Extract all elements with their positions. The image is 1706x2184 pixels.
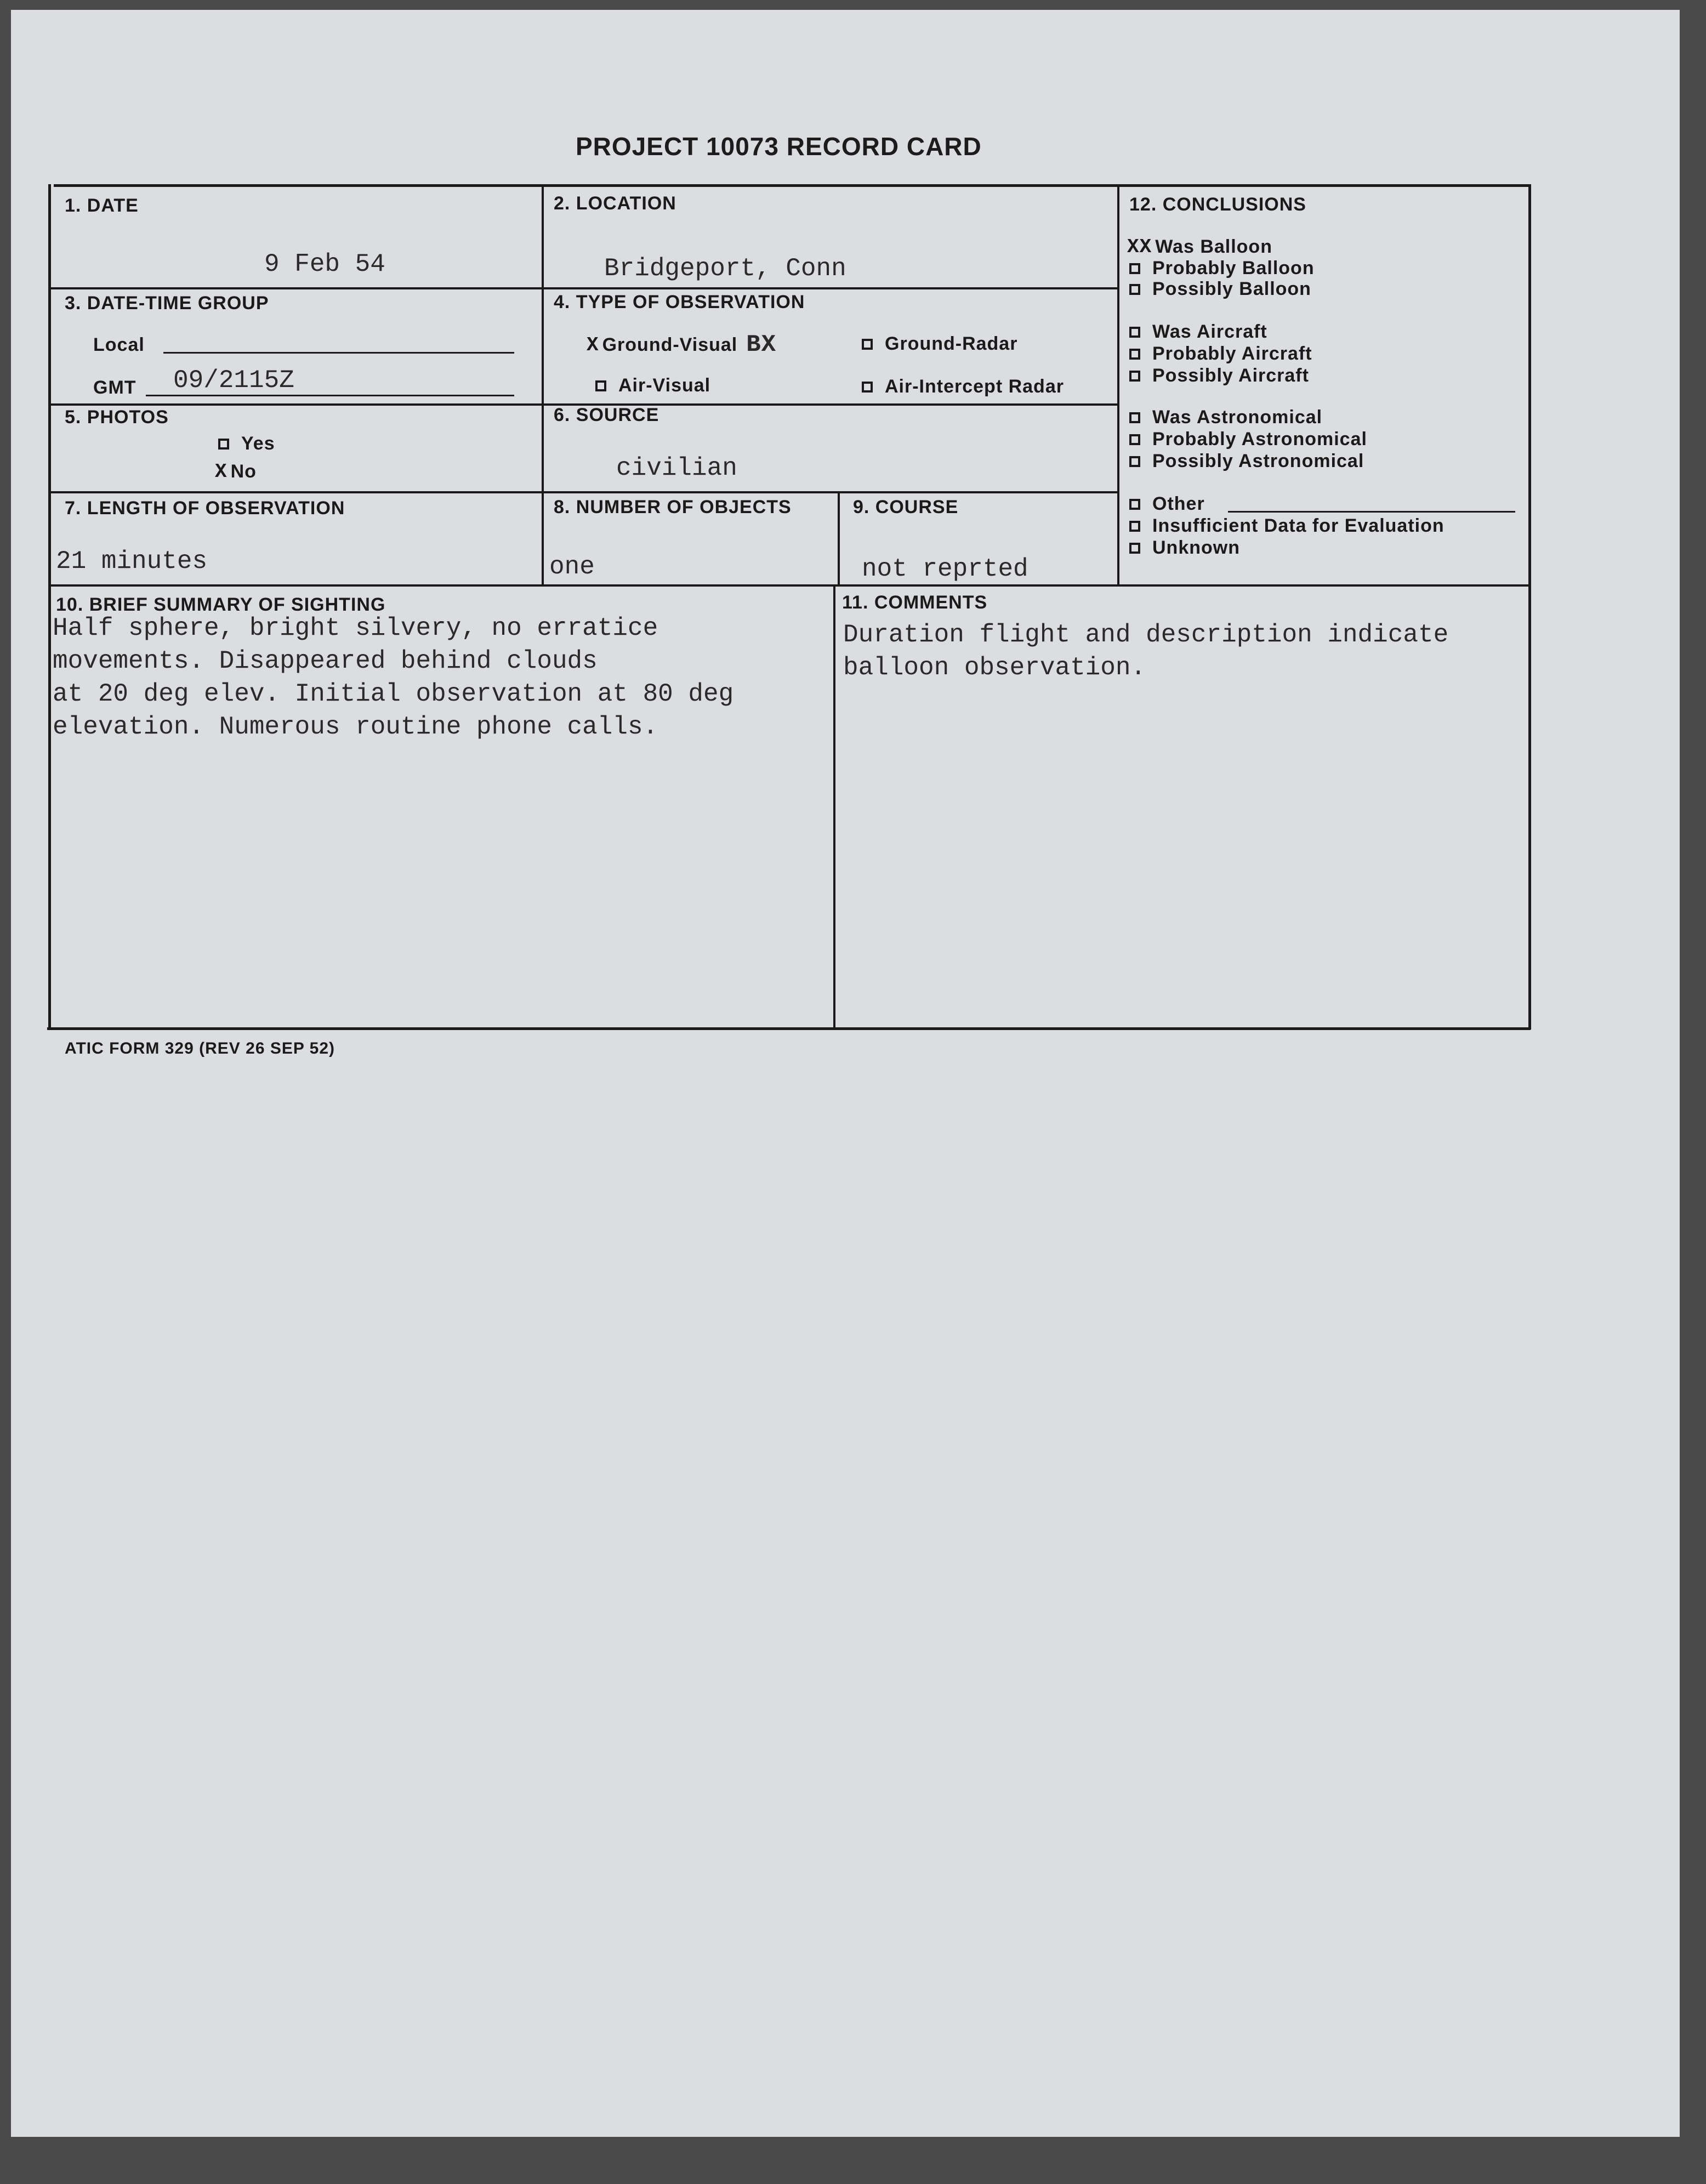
conclusion-label-was-astronomical: Was Astronomical <box>1152 407 1323 428</box>
option-label-photos-no: No <box>230 461 257 482</box>
comments-label: 11. COMMENTS <box>842 592 988 613</box>
option-air-intercept-radar <box>862 376 1064 397</box>
checkbox-probably-astronomical <box>1129 434 1140 445</box>
checkmark-was-balloon: XX <box>1127 236 1152 258</box>
conclusion-label-possibly-aircraft: Possibly Aircraft <box>1152 365 1309 386</box>
summary-line: elevation. Numerous routine phone calls. <box>53 713 658 741</box>
conclusion-label-was-aircraft: Was Aircraft <box>1152 321 1267 342</box>
conclusion-probably-astronomical <box>1129 429 1367 450</box>
conclusion-label-probably-astronomical: Probably Astronomical <box>1152 429 1367 450</box>
checkbox-insufficient-data <box>1129 521 1140 532</box>
divider-h-1 <box>48 287 1118 289</box>
checkbox-air-intercept-radar <box>862 382 873 393</box>
form-title: PROJECT 10073 RECORD CARD <box>576 132 982 161</box>
conclusion-was-aircraft <box>1129 321 1267 343</box>
conclusion-label-unknown: Unknown <box>1152 537 1240 558</box>
frame-right <box>1528 184 1531 1030</box>
checkmark-ground-visual: X <box>587 333 599 356</box>
form-number: ATIC FORM 329 (REV 26 SEP 52) <box>65 1039 335 1057</box>
length-of-observation-label: 7. LENGTH OF OBSERVATION <box>65 498 345 519</box>
option-label-ground-radar: Ground-Radar <box>885 333 1018 354</box>
conclusion-label-was-balloon: Was Balloon <box>1155 236 1272 257</box>
source-value: civilian <box>616 454 737 482</box>
frame-top <box>54 184 1531 187</box>
date-label: 1. DATE <box>65 195 139 216</box>
divider-v-right <box>1117 184 1119 584</box>
checkbox-probably-balloon <box>1129 263 1140 274</box>
option-ground-visual <box>587 331 776 359</box>
summary-label: 10. BRIEF SUMMARY OF SIGHTING <box>56 594 386 615</box>
type-of-observation-label: 4. TYPE OF OBSERVATION <box>554 292 805 312</box>
conclusions-label: 12. CONCLUSIONS <box>1129 194 1306 215</box>
location-label: 2. LOCATION <box>554 193 676 214</box>
date-value: 9 Feb 54 <box>264 250 385 278</box>
photos-label: 5. PHOTOS <box>65 407 169 428</box>
conclusion-insufficient-data <box>1129 515 1445 537</box>
option-label-photos-yes: Yes <box>241 433 275 454</box>
gmt-underline <box>146 395 514 396</box>
conclusion-label-other: Other <box>1152 493 1205 514</box>
checkbox-possibly-aircraft <box>1129 371 1140 382</box>
location-value: Bridgeport, Conn <box>604 254 846 283</box>
frame-left <box>48 184 51 1030</box>
option-label-air-visual: Air-Visual <box>618 375 711 396</box>
checkbox-possibly-balloon <box>1129 284 1140 295</box>
checkbox-air-visual <box>595 380 606 391</box>
conclusion-possibly-aircraft <box>1129 365 1309 386</box>
conclusion-label-possibly-astronomical: Possibly Astronomical <box>1152 451 1364 471</box>
option-ground-radar <box>862 333 1017 355</box>
ground-visual-note: BX <box>746 331 777 359</box>
conclusion-label-possibly-balloon: Possibly Balloon <box>1152 278 1311 299</box>
conclusion-possibly-balloon <box>1129 278 1311 300</box>
course-label: 9. COURSE <box>853 497 959 517</box>
number-of-objects-value: one <box>549 553 595 581</box>
checkmark-photos-no: X <box>215 460 228 483</box>
option-photos-no <box>215 460 257 483</box>
conclusion-label-probably-aircraft: Probably Aircraft <box>1152 343 1312 364</box>
local-label: Local <box>93 334 145 355</box>
option-air-visual <box>595 375 710 396</box>
conclusion-probably-aircraft <box>1129 343 1312 365</box>
length-of-observation-value: 21 minutes <box>56 547 208 576</box>
conclusion-label-probably-balloon: Probably Balloon <box>1152 258 1315 278</box>
divider-v-bottom <box>833 584 835 1028</box>
frame-bottom <box>47 1027 1531 1030</box>
source-label: 6. SOURCE <box>554 405 659 425</box>
date-time-group-label: 3. DATE-TIME GROUP <box>65 293 269 314</box>
conclusion-probably-balloon <box>1129 258 1315 279</box>
record-card-page <box>11 10 1680 2137</box>
conclusion-was-astronomical <box>1129 407 1322 428</box>
checkbox-possibly-astronomical <box>1129 456 1140 467</box>
gmt-label: GMT <box>93 377 137 398</box>
gmt-value: 09/2115Z <box>173 366 294 395</box>
summary-text <box>53 612 733 743</box>
divider-h-3 <box>48 491 1118 493</box>
option-label-air-intercept-radar: Air-Intercept Radar <box>885 376 1064 397</box>
number-of-objects-label: 8. NUMBER OF OBJECTS <box>554 497 792 517</box>
comments-line: balloon observation. <box>843 653 1146 682</box>
checkbox-other <box>1129 499 1140 510</box>
divider-v-left <box>542 184 544 584</box>
conclusion-was-balloon <box>1127 236 1272 258</box>
checkbox-probably-aircraft <box>1129 349 1140 360</box>
summary-line: at 20 deg elev. Initial observation at 80 deg <box>53 680 734 708</box>
comments-text <box>843 618 1448 684</box>
conclusion-possibly-astronomical <box>1129 451 1364 472</box>
conclusion-other <box>1129 493 1205 515</box>
option-photos-yes <box>218 433 275 454</box>
summary-line: Half sphere, bright silvery, no erratice <box>53 614 658 642</box>
course-value: not reprted <box>862 555 1028 583</box>
divider-v-course <box>838 492 840 584</box>
checkbox-unknown <box>1129 543 1140 554</box>
option-label-ground-visual: Ground-Visual <box>602 334 738 355</box>
checkbox-ground-radar <box>862 339 873 350</box>
other-underline <box>1228 511 1515 513</box>
summary-line: movements. Disappeared behind clouds <box>53 647 598 675</box>
conclusion-label-insufficient-data: Insufficient Data for Evaluation <box>1152 515 1445 536</box>
comments-line: Duration flight and description indicate <box>843 621 1449 649</box>
checkbox-photos-yes <box>218 439 229 450</box>
checkbox-was-astronomical <box>1129 412 1140 423</box>
local-underline <box>163 352 514 354</box>
checkbox-was-aircraft <box>1129 327 1140 338</box>
conclusion-unknown <box>1129 537 1240 559</box>
divider-h-4 <box>48 584 1531 587</box>
